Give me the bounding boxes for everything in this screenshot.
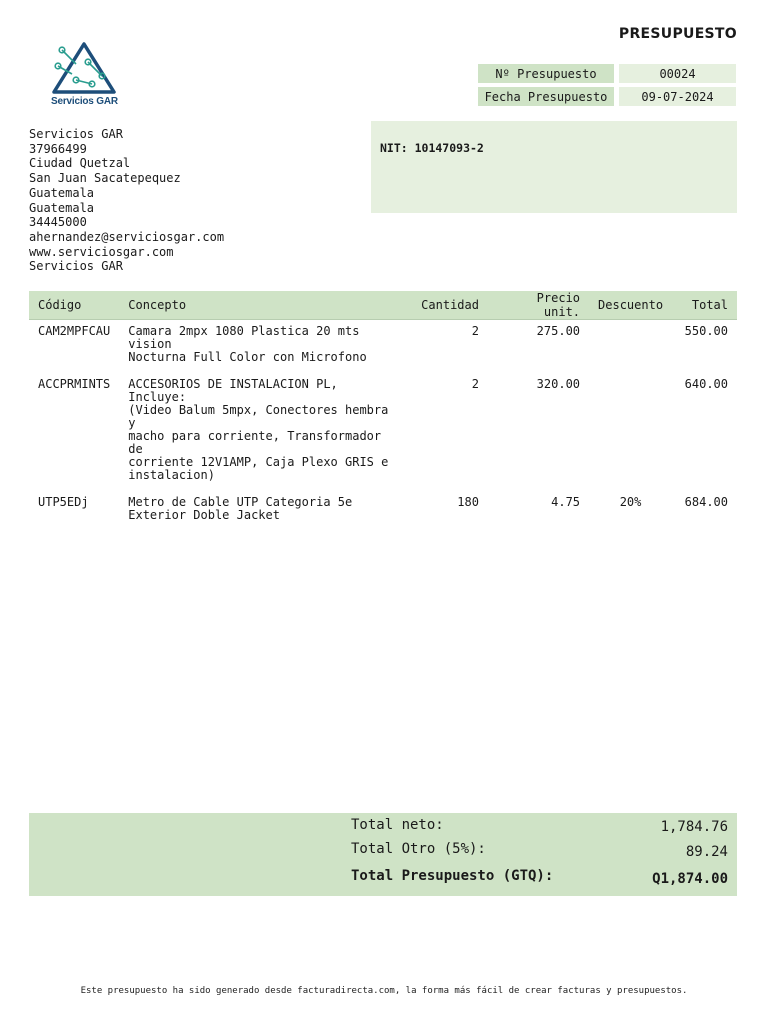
- item-concept: ACCESORIOS DE INSTALACION PL, Incluye: (Video Balum 5mpx, Conectores hembra y macho para corriente, Transformador de corriente 12V1AMP, Caja Plexo GRIS e instalacion): [128, 377, 389, 482]
- sender-line: San Juan Sacatepequez: [29, 171, 181, 186]
- header-unit-price: Precio unit.: [488, 291, 589, 320]
- table-row: [29, 320, 737, 379]
- item-discount: [589, 320, 672, 379]
- item-total: 640.00: [684, 377, 728, 391]
- item-qty: 2: [471, 377, 479, 391]
- sender-line: 37966499: [29, 141, 87, 156]
- quote-number-value: 00024: [619, 64, 736, 83]
- sender-line: Guatemala: [29, 200, 95, 215]
- sender-line: 34445000: [29, 215, 87, 230]
- item-qty: 2: [471, 324, 479, 338]
- items-header-row: [29, 291, 737, 320]
- item-discount: [589, 378, 672, 496]
- items-table: [29, 291, 737, 536]
- item-code: CAM2MPFCAU: [38, 324, 111, 338]
- item-total: 684.00: [684, 495, 728, 509]
- item-unit-price: 275.00: [536, 324, 581, 338]
- quote-number-label: Nº Presupuesto: [478, 64, 614, 83]
- item-discount: 20%: [619, 495, 642, 509]
- quote-meta-table: [478, 60, 736, 110]
- header-qty: Cantidad: [403, 291, 488, 320]
- quote-date-value: 09-07-2024: [619, 87, 736, 106]
- net-total-value: 1,784.76: [660, 819, 728, 835]
- sender-line: Servicios GAR: [29, 259, 123, 274]
- sender-line: Ciudad Quetzal: [29, 156, 131, 171]
- sender-email: ahernandez@serviciosgar.com: [29, 229, 225, 244]
- document-title: PRESUPUESTO: [618, 26, 737, 42]
- quote-number-row: [478, 64, 736, 83]
- sender-line: Guatemala: [29, 185, 95, 200]
- item-unit-price: 4.75: [551, 495, 581, 509]
- totals-box: [29, 813, 737, 896]
- item-qty: 180: [457, 495, 479, 509]
- other-total-label: Total Otro (5%):: [351, 841, 486, 857]
- client-nit: NIT: 10147093-2: [380, 141, 484, 155]
- grand-total-label: Total Presupuesto (GTQ):: [351, 868, 554, 884]
- company-logo-text: Servicios GAR: [51, 96, 118, 107]
- header-discount: Descuento: [589, 291, 672, 320]
- sender-address: [29, 127, 224, 274]
- table-row: [29, 496, 737, 536]
- other-total-value: 89.24: [685, 844, 728, 860]
- grand-total-value: Q1,874.00: [652, 871, 728, 887]
- header-concept: Concepto: [119, 291, 403, 320]
- item-concept: Metro de Cable UTP Categoria 5e Exterior Doble Jacket: [128, 495, 353, 522]
- item-total: 550.00: [684, 324, 728, 338]
- footer-note: Este presupuesto ha sido generado desde facturadirecta.com, la forma más fácil de crear facturas y presupuestos.: [80, 986, 688, 996]
- item-concept: Camara 2mpx 1080 Plastica 20 mts vision Nocturna Full Color con Microfono: [128, 324, 367, 364]
- net-total-label: Total neto:: [351, 817, 444, 833]
- sender-line: Servicios GAR: [29, 127, 123, 141]
- client-box: [371, 121, 737, 213]
- quote-date-label: Fecha Presupuesto: [478, 87, 614, 106]
- item-unit-price: 320.00: [536, 377, 581, 391]
- header-total: Total: [672, 291, 737, 320]
- item-code: ACCPRMINTS: [38, 377, 111, 391]
- header-code: Código: [29, 291, 119, 320]
- sender-website: www.serviciosgar.com: [29, 244, 174, 259]
- table-row: [29, 378, 737, 496]
- quote-date-row: [478, 87, 736, 106]
- item-code: UTP5EDj: [38, 495, 89, 509]
